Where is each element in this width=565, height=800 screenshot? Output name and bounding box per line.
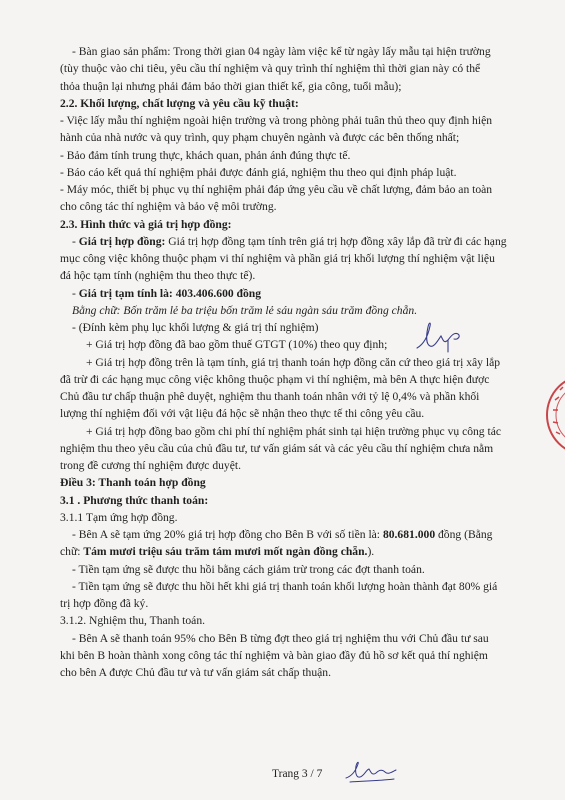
text-line (60, 612, 530, 629)
text-run: - (72, 286, 79, 300)
text-run: 2.2. Khối lượng, chất lượng và yêu cầu kỹ thuật: (60, 96, 299, 110)
text-line (60, 112, 530, 129)
text-line (60, 198, 530, 215)
text-line (60, 267, 530, 284)
initials-signature-icon (414, 318, 470, 356)
text-run: khi bên B hoàn thành xong công tác thí nghiệm và bàn giao đầy đủ hồ sơ kết quả thí nghiệm (60, 648, 488, 662)
text-line (60, 405, 530, 422)
text-run: + Giá trị hợp đồng trên là tạm tính, giá trị thanh toán hợp đồng căn cứ theo giá trị xây lắp (86, 355, 501, 369)
text-run: 2.3. Hình thức và giá trị hợp đồng: (60, 217, 232, 231)
text-run: cho bên A được Chủ đầu tư và tư vấn giám sát chấp thuận. (60, 666, 331, 679)
text-line (60, 457, 530, 474)
text-run: nghiệm thu theo yêu cầu của chủ đầu tư, tư vấn giám sát và các yêu cầu thí nghiệm chưa nằm (60, 441, 494, 455)
text-run: thỏa thuận lại nhưng phải đảm bảo thời gian thiết kế, gia công, tuổi mẫu); (60, 79, 402, 93)
text-run: 3.1.1 Tạm ứng hợp đồng. (60, 510, 178, 524)
text-run: Chủ đầu tư chấp thuận phê duyệt, nghiệm thu thanh toán nhân với tỷ lệ 0,4% và phần khối (60, 390, 480, 403)
text-run: Tám mươi triệu sáu trăm tám mươi mốt ngàn đồng chẵn. (83, 545, 368, 559)
text-line (60, 250, 530, 267)
text-run: - Máy móc, thiết bị phục vụ thí nghiệm phải đáp ứng yêu cầu về chất lượng, đảm bảo an toàn (60, 183, 493, 196)
section-heading (60, 474, 530, 491)
text-run: hành của nhà nước và quy trình, quy phạm chuyên ngành và được các bên thống nhất; (60, 131, 460, 145)
text-run: - (72, 234, 79, 248)
text-run: lượng thí nghiệm đối với vật liệu đá hộc sẽ nhận theo thực tế thi công yêu cầu. (60, 407, 425, 421)
text-run: - Việc lấy mẫu thí nghiệm ngoài hiện trường và trong phòng phải tuân thủ theo quy định hiện (60, 114, 493, 127)
text-run: - Tiền tạm ứng sẽ được thu hồi bằng cách giảm trừ trong các đợt thanh toán. (72, 562, 425, 576)
text-run: cho công tác thí nghiệm và bảo vệ môi trường. (60, 200, 277, 214)
text-line (60, 595, 530, 612)
text-run: 3.1 . Phương thức thanh toán: (60, 493, 209, 507)
text-run: - Bảo đảm tính trung thực, khách quan, phản ánh đúng thực tế. (60, 148, 351, 162)
text-line (60, 147, 530, 164)
text-run: - (Đính kèm phụ lục khối lượng & giá trị thí nghiệm) (72, 321, 319, 334)
text-run: Bằng chữ: Bốn trăm lẻ ba triệu bốn trăm lẻ sáu ngàn sáu trăm đồng chẵn. (72, 303, 418, 317)
text-line (60, 371, 530, 388)
text-run: ). (367, 545, 375, 559)
text-line (60, 440, 530, 457)
text-line (60, 164, 530, 181)
text-line (60, 354, 530, 371)
text-run: - Bên A sẽ thanh toán 95% cho Bên B từng đợt theo giá trị nghiệm thu với Chủ đầu tư sau (72, 631, 489, 645)
text-line (60, 647, 530, 664)
text-line (60, 233, 530, 250)
text-run: đá hộc tạm tính (nghiệm thu theo thực tế). (60, 269, 256, 283)
text-run: đã trừ đi các hạng mục công việc không thuộc phạm vi thí nghiệm, mà bên A thực hiện được (60, 372, 490, 386)
text-run: Giá trị tạm tính là: 403.406.600 đồng (78, 286, 262, 300)
text-line (60, 664, 530, 681)
page-number: Trang 3 / 7 (272, 768, 323, 780)
red-stamp-icon (541, 360, 565, 470)
text-run: 3.1.2. Nghiệm thu, Thanh toán. (60, 614, 206, 628)
text-run: - Báo cáo kết quả thí nghiệm phải được đánh giá, nghiệm thu theo qui định pháp luật. (60, 165, 457, 179)
text-run: - Tiền tạm ứng sẽ được thu hồi hết khi giá trị thanh toán khối lượng hoàn thành đạt 80% giá (72, 579, 498, 593)
section-heading (60, 492, 530, 509)
text-run: Điều 3: Thanh toán hợp đồng (60, 476, 206, 490)
text-run: - Bàn giao sản phẩm: Trong thời gian 04 ngày làm việc kể từ ngày lấy mẫu tại hiện trường (72, 45, 491, 58)
footer-signature-icon (344, 760, 398, 786)
text-line (60, 630, 530, 647)
text-line (60, 388, 530, 405)
text-line (60, 423, 530, 440)
text-run: trị hợp đồng đã ký. (60, 597, 149, 610)
text-line (60, 285, 530, 302)
text-line (60, 526, 530, 543)
text-run: Giá trị hợp đồng tạm tính trên giá trị hợp đồng xây lắp đã trừ đi các hạng (165, 234, 507, 248)
text-run: + Giá trị hợp đồng đã bao gồm thuế GTGT (10%) theo quy định; (86, 338, 388, 352)
text-run: chữ: (60, 545, 84, 559)
text-run: Giá trị hợp đồng: (78, 234, 166, 248)
text-line (60, 561, 530, 578)
text-run: - Bên A sẽ tạm ứng 20% giá trị hợp đồng cho Bên B với số tiền là: (72, 528, 383, 541)
text-line (60, 302, 530, 319)
text-run: đồng (Bằng (435, 528, 493, 541)
text-run: mục công việc không thuộc phạm vi thí nghiệm và phần giá trị khối lượng thí nghiệm vật liệu (60, 252, 495, 265)
text-line (60, 543, 530, 560)
text-line (60, 509, 530, 526)
text-run: 80.681.000 (382, 528, 436, 541)
text-line (60, 578, 530, 595)
text-run: trong đề cương thí nghiệm được duyệt. (60, 459, 241, 472)
text-line (60, 78, 530, 95)
section-heading (60, 216, 530, 233)
section-heading (60, 95, 530, 112)
text-line (60, 43, 530, 60)
text-run: + Giá trị hợp đồng bao gồm chi phí thí nghiệm phát sinh tại hiện trường phục vụ công tác (86, 424, 502, 438)
text-run: (tùy thuộc vào chi tiêu, yêu cầu thí nghiệm và quy trình thí nghiệm thì thời gian này có thể (60, 62, 481, 76)
text-line (60, 181, 530, 198)
document-body (60, 43, 530, 681)
text-line (60, 60, 530, 77)
text-line (60, 129, 530, 146)
